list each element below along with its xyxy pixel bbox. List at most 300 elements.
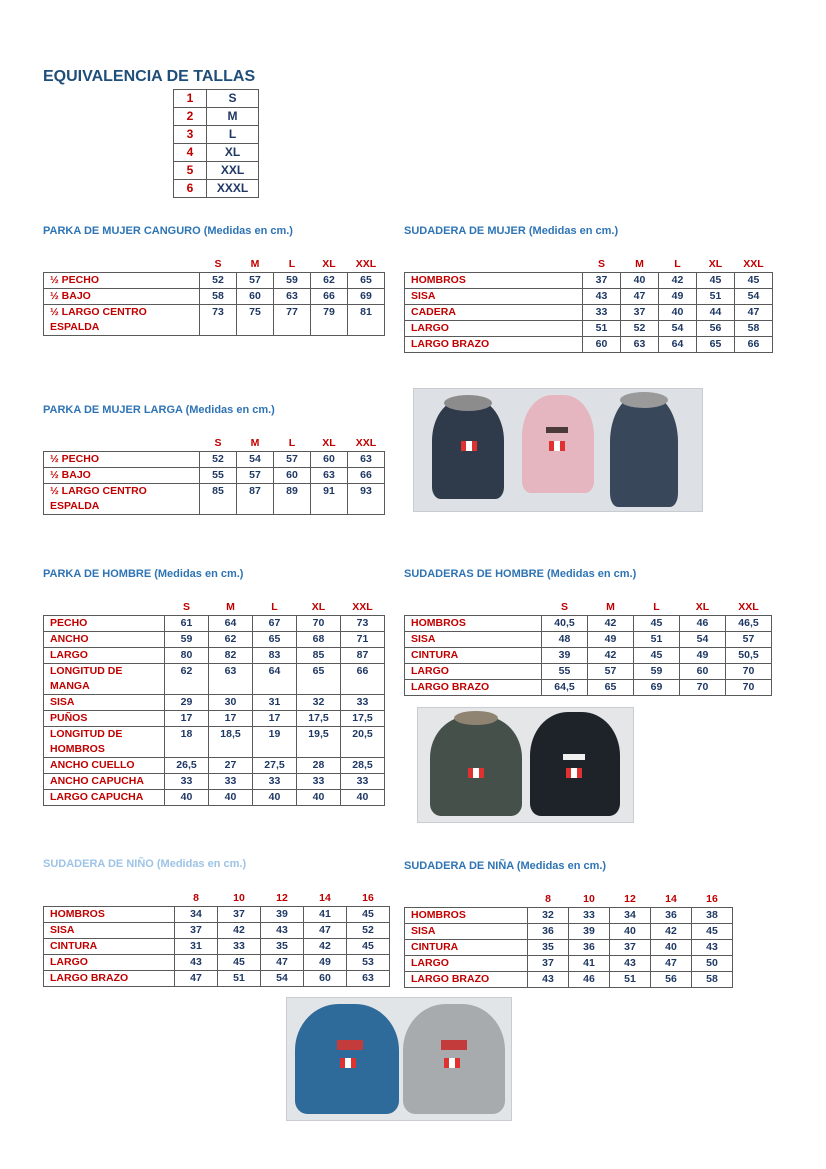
table-row — [405, 648, 772, 664]
measurement-value: 45 — [347, 907, 390, 923]
size-column-header: L — [271, 601, 278, 613]
measurement-value: 46 — [680, 616, 726, 632]
measurement-value: 57 — [726, 632, 772, 648]
measurement-value: 40 — [209, 790, 253, 806]
measurement-value: 32 — [297, 695, 341, 711]
measurement-label: HOMBROS — [405, 273, 583, 289]
measurement-value: 45 — [697, 273, 735, 289]
measurement-value: 51 — [634, 632, 680, 648]
section-title-parka-hombre: PARKA DE HOMBRE (Medidas en cm.) — [43, 568, 244, 580]
equivalence-size: M — [207, 108, 259, 126]
measurement-value: 17,5 — [341, 711, 385, 727]
table-row — [44, 305, 385, 336]
measurement-value: 62 — [311, 273, 348, 289]
measurement-label: CINTURA — [405, 940, 528, 956]
measurement-label: LARGO — [405, 664, 542, 680]
measurement-value: 33 — [297, 774, 341, 790]
measurement-value: 40 — [610, 924, 651, 940]
measurement-value: 33 — [209, 774, 253, 790]
measurement-value: 26,5 — [165, 758, 209, 774]
measurement-value: 83 — [253, 648, 297, 664]
equivalence-size: L — [207, 126, 259, 144]
measurement-label: SISA — [405, 632, 542, 648]
measurement-value: 93 — [348, 484, 385, 515]
measurement-value: 57 — [237, 468, 274, 484]
measurement-value: 80 — [165, 648, 209, 664]
table-row — [44, 711, 385, 727]
measurement-value: 51 — [218, 971, 261, 987]
measurement-value: 65 — [588, 680, 634, 696]
parka-hombre-table — [43, 600, 385, 806]
measurement-value: 60 — [680, 664, 726, 680]
measurement-value: 33 — [253, 774, 297, 790]
measurement-label: LARGO BRAZO — [44, 971, 175, 987]
measurement-value: 52 — [200, 452, 237, 468]
measurement-value: 60 — [583, 337, 621, 353]
equivalence-row — [174, 108, 259, 126]
measurement-value: 46,5 — [726, 616, 772, 632]
measurement-value: 40 — [297, 790, 341, 806]
measurement-value: 71 — [341, 632, 385, 648]
measurement-value: 47 — [175, 971, 218, 987]
measurement-value: 43 — [610, 956, 651, 972]
table-row — [44, 468, 385, 484]
measurement-value: 60 — [304, 971, 347, 987]
measurement-value: 65 — [697, 337, 735, 353]
measurement-value: 70 — [726, 680, 772, 696]
table-row — [44, 923, 390, 939]
measurement-value: 28 — [297, 758, 341, 774]
measurement-value: 51 — [697, 289, 735, 305]
equivalence-number: 5 — [174, 162, 207, 180]
measurement-label: SISA — [44, 695, 165, 711]
measurement-value: 54 — [735, 289, 773, 305]
measurement-value: 85 — [297, 648, 341, 664]
measurement-value: 37 — [218, 907, 261, 923]
size-column-header: M — [226, 601, 235, 613]
measurement-value: 63 — [311, 468, 348, 484]
measurement-value: 52 — [200, 273, 237, 289]
measurement-value: 31 — [253, 695, 297, 711]
measurement-value: 42 — [659, 273, 697, 289]
size-column-header: XXL — [352, 601, 373, 613]
section-title-parka-larga: PARKA DE MUJER LARGA (Medidas en cm.) — [43, 404, 275, 416]
size-column-header: L — [653, 601, 660, 613]
table-row — [405, 940, 733, 956]
equivalence-row — [174, 180, 259, 198]
table-row — [44, 648, 385, 664]
header-blank — [405, 600, 542, 616]
measurement-value: 40 — [651, 940, 692, 956]
header-blank — [405, 257, 583, 273]
measurement-value: 70 — [726, 664, 772, 680]
equivalence-row — [174, 126, 259, 144]
measurement-label: SISA — [405, 289, 583, 305]
measurement-value: 64,5 — [542, 680, 588, 696]
measurement-label: LONGITUD DE HOMBROS — [44, 727, 165, 758]
measurement-value: 55 — [200, 468, 237, 484]
measurement-value: 53 — [347, 955, 390, 971]
header-blank — [405, 892, 528, 908]
equivalence-number: 1 — [174, 90, 207, 108]
table-row — [44, 695, 385, 711]
measurement-value: 58 — [200, 289, 237, 305]
measurement-label: ½ LARGO CENTRO ESPALDA — [44, 484, 200, 515]
size-column-header: 10 — [233, 892, 245, 904]
table-row — [405, 273, 773, 289]
measurement-value: 35 — [528, 940, 569, 956]
table-row — [44, 907, 390, 923]
measurement-value: 37 — [621, 305, 659, 321]
measurement-value: 70 — [297, 616, 341, 632]
table-row — [405, 956, 733, 972]
measurement-value: 18 — [165, 727, 209, 758]
table-row — [44, 289, 385, 305]
measurement-label: PECHO — [44, 616, 165, 632]
equivalence-number: 2 — [174, 108, 207, 126]
measurement-value: 47 — [261, 955, 304, 971]
measurement-label: HOMBROS — [405, 616, 542, 632]
measurement-value: 40 — [621, 273, 659, 289]
equivalence-row — [174, 90, 259, 108]
measurement-value: 56 — [697, 321, 735, 337]
measurement-value: 40 — [253, 790, 297, 806]
measurement-value: 60 — [311, 452, 348, 468]
table-row — [405, 664, 772, 680]
measurement-label: LARGO — [405, 956, 528, 972]
table-row — [44, 774, 385, 790]
size-column-header: S — [182, 601, 190, 613]
size-column-header: XXL — [738, 601, 759, 613]
measurement-label: LARGO CAPUCHA — [44, 790, 165, 806]
measurement-value: 68 — [297, 632, 341, 648]
table-row — [44, 727, 385, 758]
measurement-value: 18,5 — [209, 727, 253, 758]
section-title-parka-canguro: PARKA DE MUJER CANGURO (Medidas en cm.) — [43, 225, 293, 237]
measurement-value: 59 — [634, 664, 680, 680]
measurement-value: 31 — [175, 939, 218, 955]
header-blank — [44, 600, 165, 616]
measurement-value: 34 — [175, 907, 218, 923]
measurement-label: ½ BAJO — [44, 289, 200, 305]
measurement-value: 45 — [692, 924, 733, 940]
measurement-label: LARGO — [405, 321, 583, 337]
measurement-value: 29 — [165, 695, 209, 711]
measurement-value: 67 — [253, 616, 297, 632]
measurement-value: 89 — [274, 484, 311, 515]
measurement-value: 70 — [680, 680, 726, 696]
kids-sweatshirts-photo — [286, 997, 512, 1121]
womens-parkas-photo — [413, 388, 703, 512]
measurement-value: 58 — [692, 972, 733, 988]
size-column-header: XXL — [743, 258, 764, 270]
table-row — [405, 321, 773, 337]
measurement-value: 37 — [583, 273, 621, 289]
measurement-value: 66 — [348, 468, 385, 484]
measurement-value: 44 — [697, 305, 735, 321]
measurement-value: 65 — [348, 273, 385, 289]
size-column-header: 12 — [624, 893, 636, 905]
measurement-value: 69 — [634, 680, 680, 696]
measurement-value: 69 — [348, 289, 385, 305]
equivalence-number: 6 — [174, 180, 207, 198]
measurement-value: 50,5 — [726, 648, 772, 664]
size-column-header: XL — [708, 258, 723, 270]
measurement-label: SISA — [44, 923, 175, 939]
size-header-row — [405, 892, 733, 908]
measurement-value: 45 — [634, 648, 680, 664]
measurement-value: 47 — [735, 305, 773, 321]
measurement-value: 64 — [209, 616, 253, 632]
measurement-value: 63 — [209, 664, 253, 695]
size-column-header: L — [674, 258, 681, 270]
size-header-row — [44, 436, 385, 452]
measurement-value: 56 — [651, 972, 692, 988]
measurement-value: 52 — [621, 321, 659, 337]
measurement-value: 75 — [237, 305, 274, 336]
measurement-value: 17 — [165, 711, 209, 727]
measurement-label: ½ PECHO — [44, 273, 200, 289]
table-row — [44, 790, 385, 806]
measurement-value: 66 — [341, 664, 385, 695]
table-row — [44, 955, 390, 971]
size-column-header: M — [606, 601, 615, 613]
size-column-header: 8 — [193, 892, 199, 904]
measurement-value: 51 — [610, 972, 651, 988]
measurement-label: ANCHO CUELLO — [44, 758, 165, 774]
sudadera-mujer-table — [404, 257, 773, 353]
measurement-value: 54 — [261, 971, 304, 987]
page-title: EQUIVALENCIA DE TALLAS — [43, 68, 256, 85]
measurement-label: LONGITUD DE MANGA — [44, 664, 165, 695]
measurement-value: 91 — [311, 484, 348, 515]
measurement-value: 62 — [209, 632, 253, 648]
measurement-value: 49 — [680, 648, 726, 664]
size-column-header: XL — [695, 601, 710, 613]
section-title-sudadera-nino: SUDADERA DE NIÑO (Medidas en cm.) — [43, 858, 247, 870]
table-row — [44, 758, 385, 774]
measurement-value: 45 — [218, 955, 261, 971]
size-column-header: M — [250, 258, 260, 270]
measurement-value: 65 — [297, 664, 341, 695]
size-equivalence-table — [173, 89, 259, 198]
measurement-value: 38 — [692, 908, 733, 924]
measurement-value: 61 — [165, 616, 209, 632]
measurement-value: 40 — [659, 305, 697, 321]
measurement-value: 33 — [165, 774, 209, 790]
size-column-header: M — [635, 258, 644, 270]
measurement-value: 33 — [583, 305, 621, 321]
size-column-header: S — [597, 258, 605, 270]
sudaderas-hombre-table — [404, 600, 772, 696]
size-column-header: XL — [311, 601, 326, 613]
measurement-value: 49 — [304, 955, 347, 971]
measurement-value: 77 — [274, 305, 311, 336]
measurement-value: 45 — [347, 939, 390, 955]
header-blank — [44, 891, 175, 907]
measurement-label: HOMBROS — [405, 908, 528, 924]
measurement-label: SISA — [405, 924, 528, 940]
measurement-value: 54 — [680, 632, 726, 648]
measurement-value: 17 — [253, 711, 297, 727]
measurement-value: 40 — [165, 790, 209, 806]
table-row — [44, 452, 385, 468]
header-blank — [44, 257, 200, 273]
measurement-value: 36 — [528, 924, 569, 940]
measurement-value: 30 — [209, 695, 253, 711]
measurement-value: 63 — [348, 452, 385, 468]
measurement-value: 36 — [569, 940, 610, 956]
equivalence-row — [174, 162, 259, 180]
size-column-header: L — [288, 258, 296, 270]
table-row — [405, 908, 733, 924]
table-row — [405, 305, 773, 321]
equivalence-size: XL — [207, 144, 259, 162]
measurement-value: 73 — [341, 616, 385, 632]
measurement-value: 48 — [542, 632, 588, 648]
measurement-label: LARGO BRAZO — [405, 337, 583, 353]
size-header-row — [405, 600, 772, 616]
size-column-header: 14 — [319, 892, 331, 904]
mens-sweatshirts-photo — [417, 707, 634, 823]
measurement-value: 79 — [311, 305, 348, 336]
measurement-label: ½ BAJO — [44, 468, 200, 484]
measurement-value: 81 — [348, 305, 385, 336]
measurement-value: 55 — [542, 664, 588, 680]
measurement-value: 57 — [274, 452, 311, 468]
measurement-value: 27 — [209, 758, 253, 774]
table-row — [405, 337, 773, 353]
table-row — [44, 664, 385, 695]
measurement-label: ½ LARGO CENTRO ESPALDA — [44, 305, 200, 336]
measurement-value: 54 — [659, 321, 697, 337]
measurement-label: PUÑOS — [44, 711, 165, 727]
measurement-value: 62 — [165, 664, 209, 695]
equivalence-number: 4 — [174, 144, 207, 162]
header-blank — [44, 436, 200, 452]
measurement-value: 41 — [304, 907, 347, 923]
measurement-value: 37 — [175, 923, 218, 939]
size-column-header: XXL — [355, 258, 377, 270]
measurement-value: 40,5 — [542, 616, 588, 632]
measurement-value: 65 — [253, 632, 297, 648]
table-row — [405, 972, 733, 988]
measurement-value: 42 — [304, 939, 347, 955]
measurement-value: 42 — [588, 616, 634, 632]
size-header-row — [44, 600, 385, 616]
size-column-header: S — [214, 437, 222, 449]
size-column-header: 16 — [706, 893, 718, 905]
size-column-header: XL — [322, 258, 336, 270]
size-header-row — [44, 891, 390, 907]
measurement-value: 64 — [659, 337, 697, 353]
measurement-value: 45 — [735, 273, 773, 289]
measurement-value: 19,5 — [297, 727, 341, 758]
size-header-row — [44, 257, 385, 273]
measurement-value: 39 — [542, 648, 588, 664]
measurement-value: 58 — [735, 321, 773, 337]
table-row — [44, 273, 385, 289]
measurement-value: 49 — [659, 289, 697, 305]
measurement-value: 20,5 — [341, 727, 385, 758]
measurement-value: 33 — [569, 908, 610, 924]
measurement-value: 19 — [253, 727, 297, 758]
size-column-header: XL — [322, 437, 336, 449]
measurement-value: 43 — [528, 972, 569, 988]
measurement-value: 49 — [588, 632, 634, 648]
size-column-header: 12 — [276, 892, 288, 904]
table-row — [44, 632, 385, 648]
measurement-value: 59 — [165, 632, 209, 648]
size-column-header: M — [250, 437, 260, 449]
measurement-value: 57 — [588, 664, 634, 680]
measurement-value: 54 — [237, 452, 274, 468]
measurement-value: 42 — [651, 924, 692, 940]
table-row — [405, 289, 773, 305]
section-title-sudadera-nina: SUDADERA DE NIÑA (Medidas en cm.) — [404, 860, 607, 872]
measurement-value: 34 — [610, 908, 651, 924]
measurement-value: 52 — [347, 923, 390, 939]
measurement-value: 45 — [634, 616, 680, 632]
measurement-value: 35 — [261, 939, 304, 955]
measurement-value: 43 — [692, 940, 733, 956]
measurement-label: HOMBROS — [44, 907, 175, 923]
table-row — [44, 616, 385, 632]
measurement-value: 33 — [341, 695, 385, 711]
size-column-header: L — [288, 437, 296, 449]
table-row — [405, 924, 733, 940]
measurement-label: LARGO — [44, 955, 175, 971]
equivalence-size: XXXL — [207, 180, 259, 198]
sudadera-nino-table — [43, 891, 390, 987]
table-row — [44, 939, 390, 955]
measurement-label: LARGO BRAZO — [405, 680, 542, 696]
measurement-value: 28,5 — [341, 758, 385, 774]
measurement-label: ANCHO CAPUCHA — [44, 774, 165, 790]
table-row — [405, 680, 772, 696]
section-title-sudadera-mujer: SUDADERA DE MUJER (Medidas en cm.) — [404, 225, 619, 237]
measurement-value: 42 — [588, 648, 634, 664]
measurement-value: 57 — [237, 273, 274, 289]
size-column-header: 8 — [545, 893, 551, 905]
measurement-value: 37 — [528, 956, 569, 972]
measurement-label: CADERA — [405, 305, 583, 321]
measurement-label: ANCHO — [44, 632, 165, 648]
measurement-label: LARGO BRAZO — [405, 972, 528, 988]
measurement-value: 17,5 — [297, 711, 341, 727]
size-column-header: S — [560, 601, 568, 613]
size-column-header: 16 — [362, 892, 374, 904]
measurement-value: 37 — [610, 940, 651, 956]
table-row — [405, 632, 772, 648]
measurement-value: 40 — [341, 790, 385, 806]
measurement-value: 51 — [583, 321, 621, 337]
measurement-value: 41 — [569, 956, 610, 972]
measurement-value: 46 — [569, 972, 610, 988]
measurement-value: 47 — [621, 289, 659, 305]
measurement-label: CINTURA — [405, 648, 542, 664]
table-row — [44, 971, 390, 987]
measurement-label: ½ PECHO — [44, 452, 200, 468]
section-title-sudaderas-hombre: SUDADERAS DE HOMBRE (Medidas en cm.) — [404, 568, 637, 580]
measurement-value: 66 — [735, 337, 773, 353]
measurement-value: 73 — [200, 305, 237, 336]
measurement-value: 43 — [261, 923, 304, 939]
measurement-value: 63 — [621, 337, 659, 353]
measurement-value: 42 — [218, 923, 261, 939]
measurement-value: 39 — [569, 924, 610, 940]
measurement-value: 60 — [237, 289, 274, 305]
